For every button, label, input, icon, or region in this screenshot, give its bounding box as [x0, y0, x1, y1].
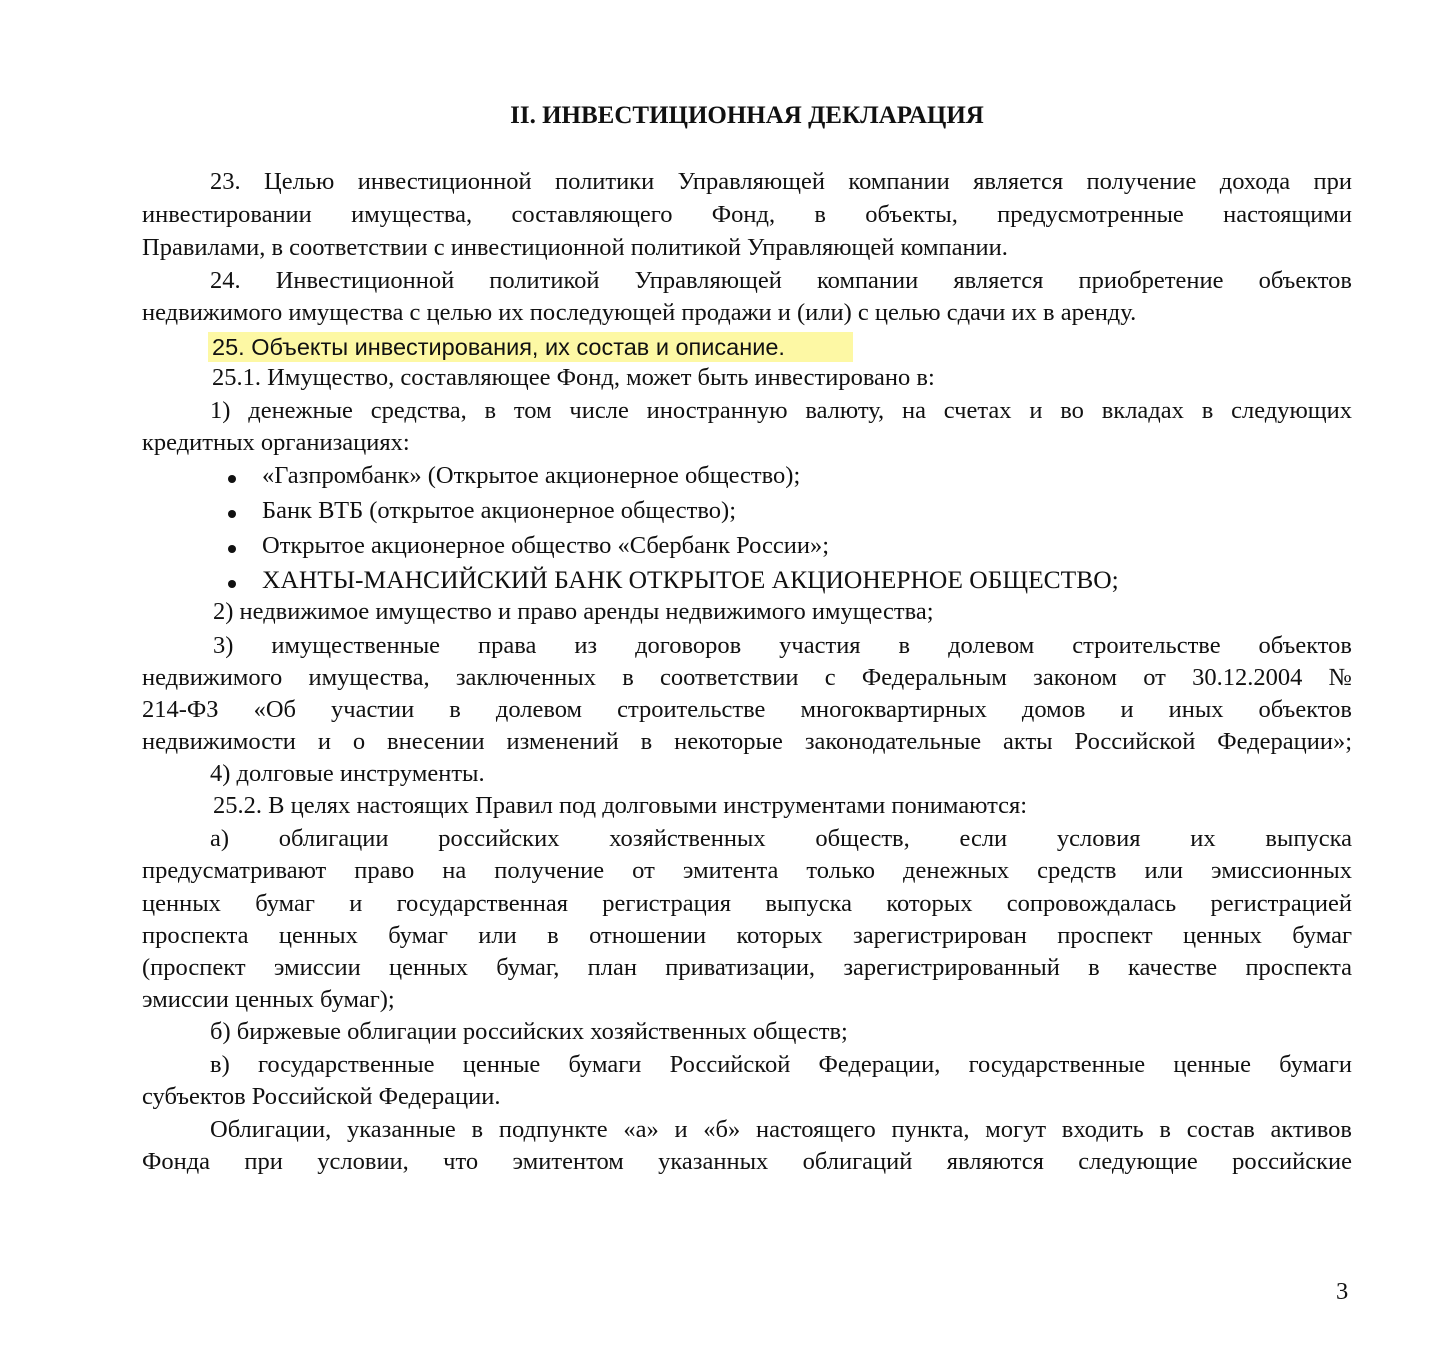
list-item: а) облигации российских хозяйственных обществ, если условия их выпуска: [210, 825, 1352, 852]
paragraph-line: недвижимого имущества, заключенных в соответствии с Федеральным законом от 30.12.2004 №: [142, 664, 1352, 691]
bank-list-item: Банк ВТБ (открытое акционерное общество);: [262, 497, 737, 524]
paragraph-line: недвижимости и о внесении изменений в некоторые законодательные акты Российской Федерации»;: [142, 728, 1352, 755]
bank-list-item: «Газпромбанк» (Открытое акционерное общество);: [262, 462, 801, 489]
bullet-icon: [228, 545, 236, 553]
bank-list-item: ХАНТЫ-МАНСИЙСКИЙ БАНК ОТКРЫТОЕ АКЦИОНЕРНОЕ ОБЩЕСТВО;: [262, 565, 1119, 594]
list-item: 2) недвижимое имущество и право аренды недвижимого имущества;: [213, 598, 934, 625]
paragraph-line: инвестировании имущества, составляющего Фонд, в объекты, предусмотренные настоящими: [142, 201, 1352, 228]
list-item: в) государственные ценные бумаги Российской Федерации, государственные ценные бумаги: [210, 1051, 1352, 1078]
paragraph-line: проспекта ценных бумаг или в отношении которых зарегистрирован проспект ценных бумаг: [142, 922, 1352, 949]
paragraph-line: предусматривают право на получение от эмитента только денежных средств или эмиссионных: [142, 857, 1352, 884]
paragraph-line: кредитных организациях:: [142, 429, 410, 456]
paragraph-line: (проспект эмиссии ценных бумаг, план приватизации, зарегистрированный в качестве проспекта: [142, 954, 1352, 981]
paragraph-line: 23. Целью инвестиционной политики Управляющей компании является получение дохода при: [210, 168, 1352, 195]
paragraph-line: 25.2. В целях настоящих Правил под долговыми инструментами понимаются:: [213, 792, 1028, 819]
list-item: б) биржевые облигации российских хозяйственных обществ;: [210, 1018, 848, 1045]
bullet-icon: [228, 580, 236, 588]
paragraph-line: Облигации, указанные в подпункте «а» и «б» настоящего пункта, могут входить в состав активов: [210, 1116, 1352, 1143]
paragraph-line: эмиссии ценных бумаг);: [142, 986, 395, 1013]
list-item: 4) долговые инструменты.: [210, 760, 485, 787]
bank-list-item: Открытое акционерное общество «Сбербанк России»;: [262, 532, 830, 559]
paragraph-line: 25.1. Имущество, составляющее Фонд, может быть инвестировано в:: [212, 364, 935, 391]
paragraph-line: субъектов Российской Федерации.: [142, 1083, 501, 1110]
paragraph-line: Фонда при условии, что эмитентом указанных облигаций являются следующие российские: [142, 1148, 1352, 1175]
paragraph-line: Правилами, в соответствии с инвестиционной политикой Управляющей компании.: [142, 234, 1008, 261]
paragraph-line: недвижимого имущества с целью их последующей продажи и (или) с целью сдачи их в аренду.: [142, 299, 1137, 326]
paragraph-line: ценных бумаг и государственная регистрация выпуска которых сопровождалась регистрацией: [142, 890, 1352, 917]
paragraph-line: 214-ФЗ «Об участии в долевом строительстве многоквартирных домов и иных объектов: [142, 696, 1352, 723]
paragraph-line: 24. Инвестиционной политикой Управляющей компании является приобретение объектов: [210, 267, 1352, 294]
bullet-icon: [228, 510, 236, 518]
list-item: 1) денежные средства, в том числе иностранную валюту, на счетах и во вкладах в следующих: [210, 397, 1352, 424]
page-number: 3: [1336, 1278, 1349, 1305]
list-item: 3) имущественные права из договоров участия в долевом строительстве объектов: [213, 632, 1352, 659]
highlighted-heading: 25. Объекты инвестирования, их состав и описание.: [212, 334, 785, 360]
section-title: II. ИНВЕСТИЦИОННАЯ ДЕКЛАРАЦИЯ: [510, 102, 984, 129]
bullet-icon: [228, 475, 236, 483]
